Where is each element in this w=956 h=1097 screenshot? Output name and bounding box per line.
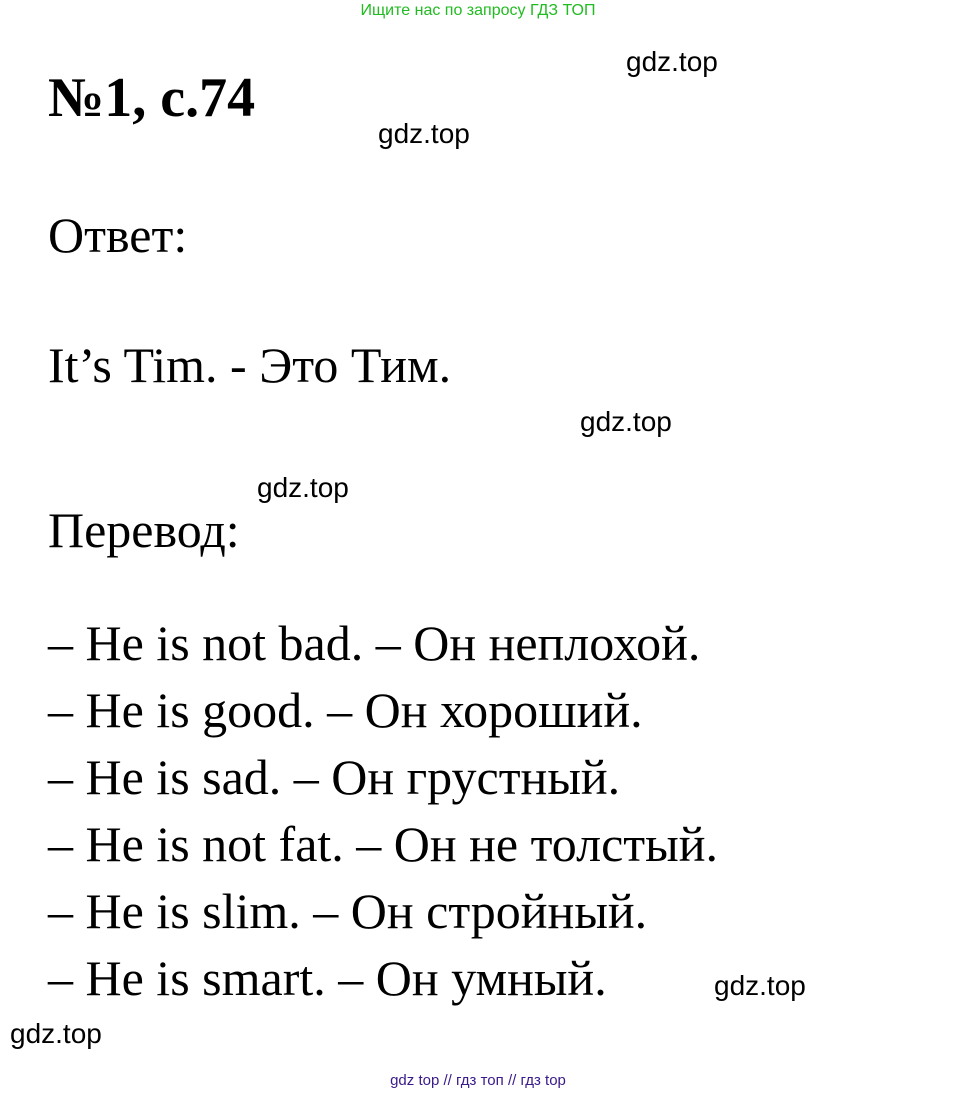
watermark: gdz.top: [626, 46, 718, 77]
footer-separator: //: [443, 1072, 452, 1089]
translation-list: [48, 610, 718, 1012]
search-hint-banner: Ищите нас по запросу ГДЗ ТОП: [360, 2, 596, 19]
watermark: gdz.top: [257, 472, 349, 503]
translation-label: Перевод:: [48, 502, 240, 558]
translation-line: – He is smart. – Он умный.: [48, 950, 607, 1006]
footer-links: [0, 1072, 956, 1089]
watermark: gdz.top: [378, 118, 470, 149]
translation-line: – He is not fat. – Он не толстый.: [48, 816, 718, 872]
translation-line: – He is not bad. – Он неплохой.: [48, 615, 701, 671]
exercise-title: №1, с.74: [48, 67, 256, 129]
watermark: gdz.top: [580, 406, 672, 437]
watermark: gdz.top: [714, 970, 806, 1001]
footer-separator: //: [507, 1072, 517, 1089]
answer-label: Ответ:: [48, 207, 188, 263]
footer-link[interactable]: гдз топ: [456, 1072, 504, 1089]
footer-link[interactable]: гдз top: [520, 1072, 566, 1089]
translation-line: – He is good. – Он хороший.: [48, 682, 643, 738]
translation-line: – He is sad. – Он грустный.: [48, 749, 621, 805]
watermark: gdz.top: [10, 1018, 102, 1049]
answer-text: It’s Tim. - Это Тим.: [48, 337, 452, 393]
footer-link[interactable]: gdz top: [390, 1072, 440, 1089]
translation-line: – He is slim. – Он стройный.: [48, 883, 648, 939]
